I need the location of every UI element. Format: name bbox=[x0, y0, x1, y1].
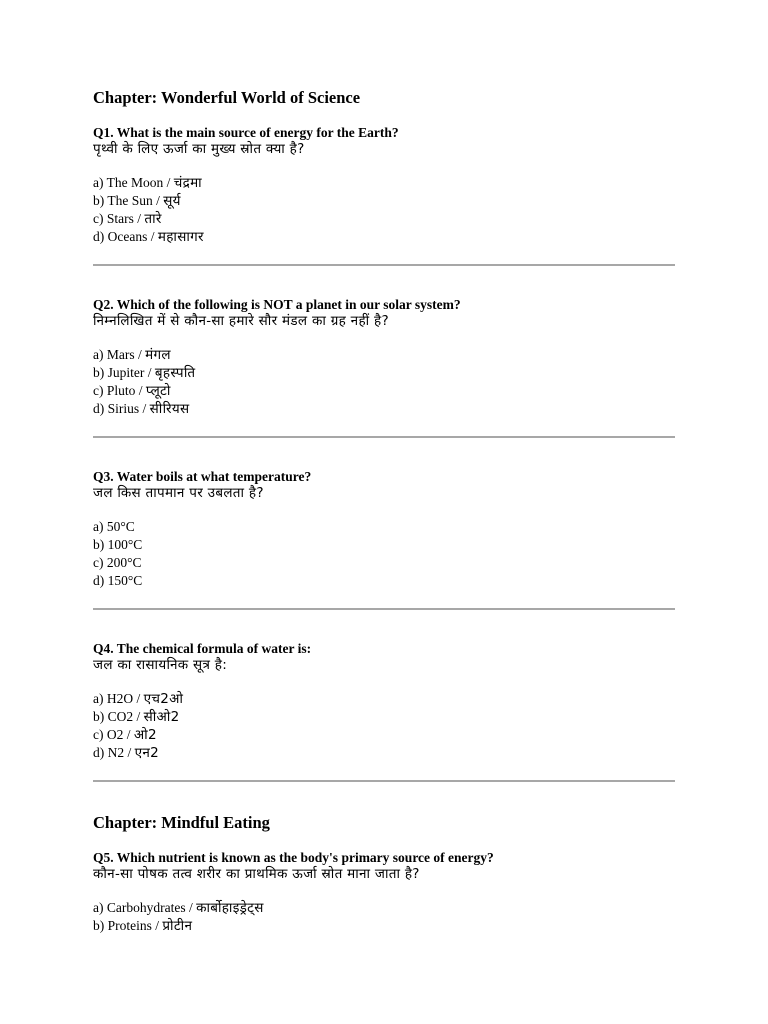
question-text: Q5. Which nutrient is known as the body's primary source of energy? bbox=[93, 850, 494, 865]
option-list bbox=[93, 899, 675, 935]
question-text: Q4. The chemical formula of water is: bbox=[93, 641, 312, 656]
question-divider bbox=[93, 436, 675, 438]
option-c: c) O2 / ओ2 bbox=[93, 727, 157, 743]
question-block bbox=[93, 125, 675, 246]
question-divider bbox=[93, 780, 675, 782]
question-text-hindi: जल का रासायनिक सूत्र है: bbox=[93, 657, 228, 673]
question-block bbox=[93, 641, 675, 762]
option-d: d) Sirius / सीरियस bbox=[93, 401, 190, 417]
question-text-hindi: कौन-सा पोषक तत्व शरीर का प्राथमिक ऊर्जा स्रोत माना जाता है? bbox=[93, 866, 420, 882]
question-text-hindi: निम्नलिखित में से कौन-सा हमारे सौर मंडल का ग्रह नहीं है? bbox=[93, 313, 389, 329]
option-a: a) H2O / एच2ओ bbox=[93, 691, 184, 707]
option-c: c) 200°C bbox=[93, 555, 142, 570]
option-list bbox=[93, 518, 675, 590]
question-text: Q1. What is the main source of energy for the Earth? bbox=[93, 125, 399, 140]
option-a: a) The Moon / चंद्रमा bbox=[93, 175, 202, 191]
option-d: d) N2 / एन2 bbox=[93, 745, 160, 761]
question-text-hindi: पृथ्वी के लिए ऊर्जा का मुख्य स्रोत क्या है? bbox=[93, 141, 305, 157]
option-b: b) Proteins / प्रोटीन bbox=[93, 918, 193, 934]
option-list bbox=[93, 346, 675, 418]
option-a: a) 50°C bbox=[93, 519, 135, 534]
quiz-content bbox=[93, 88, 675, 935]
option-c: c) Pluto / प्लूटो bbox=[93, 383, 171, 399]
option-d: d) Oceans / महासागर bbox=[93, 229, 204, 245]
option-a: a) Mars / मंगल bbox=[93, 347, 171, 363]
option-b: b) The Sun / सूर्य bbox=[93, 193, 181, 209]
option-a: a) Carbohydrates / कार्बोहाइड्रेट्स bbox=[93, 900, 264, 916]
question-block bbox=[93, 469, 675, 590]
option-b: b) 100°C bbox=[93, 537, 143, 552]
question-text: Q2. Which of the following is NOT a planet in our solar system? bbox=[93, 297, 461, 312]
option-b: b) CO2 / सीओ2 bbox=[93, 709, 180, 725]
option-c: c) Stars / तारे bbox=[93, 211, 162, 227]
question-text: Q3. Water boils at what temperature? bbox=[93, 469, 312, 484]
option-list bbox=[93, 174, 675, 246]
question-text-hindi: जल किस तापमान पर उबलता है? bbox=[93, 485, 264, 501]
option-b: b) Jupiter / बृहस्पति bbox=[93, 365, 196, 381]
question-divider bbox=[93, 608, 675, 610]
question-block bbox=[93, 297, 675, 418]
question-block bbox=[93, 850, 675, 935]
chapter-title: Chapter: Mindful Eating bbox=[93, 813, 270, 832]
question-divider bbox=[93, 264, 675, 266]
option-list bbox=[93, 690, 675, 762]
option-d: d) 150°C bbox=[93, 573, 143, 588]
chapter-title: Chapter: Wonderful World of Science bbox=[93, 88, 361, 107]
